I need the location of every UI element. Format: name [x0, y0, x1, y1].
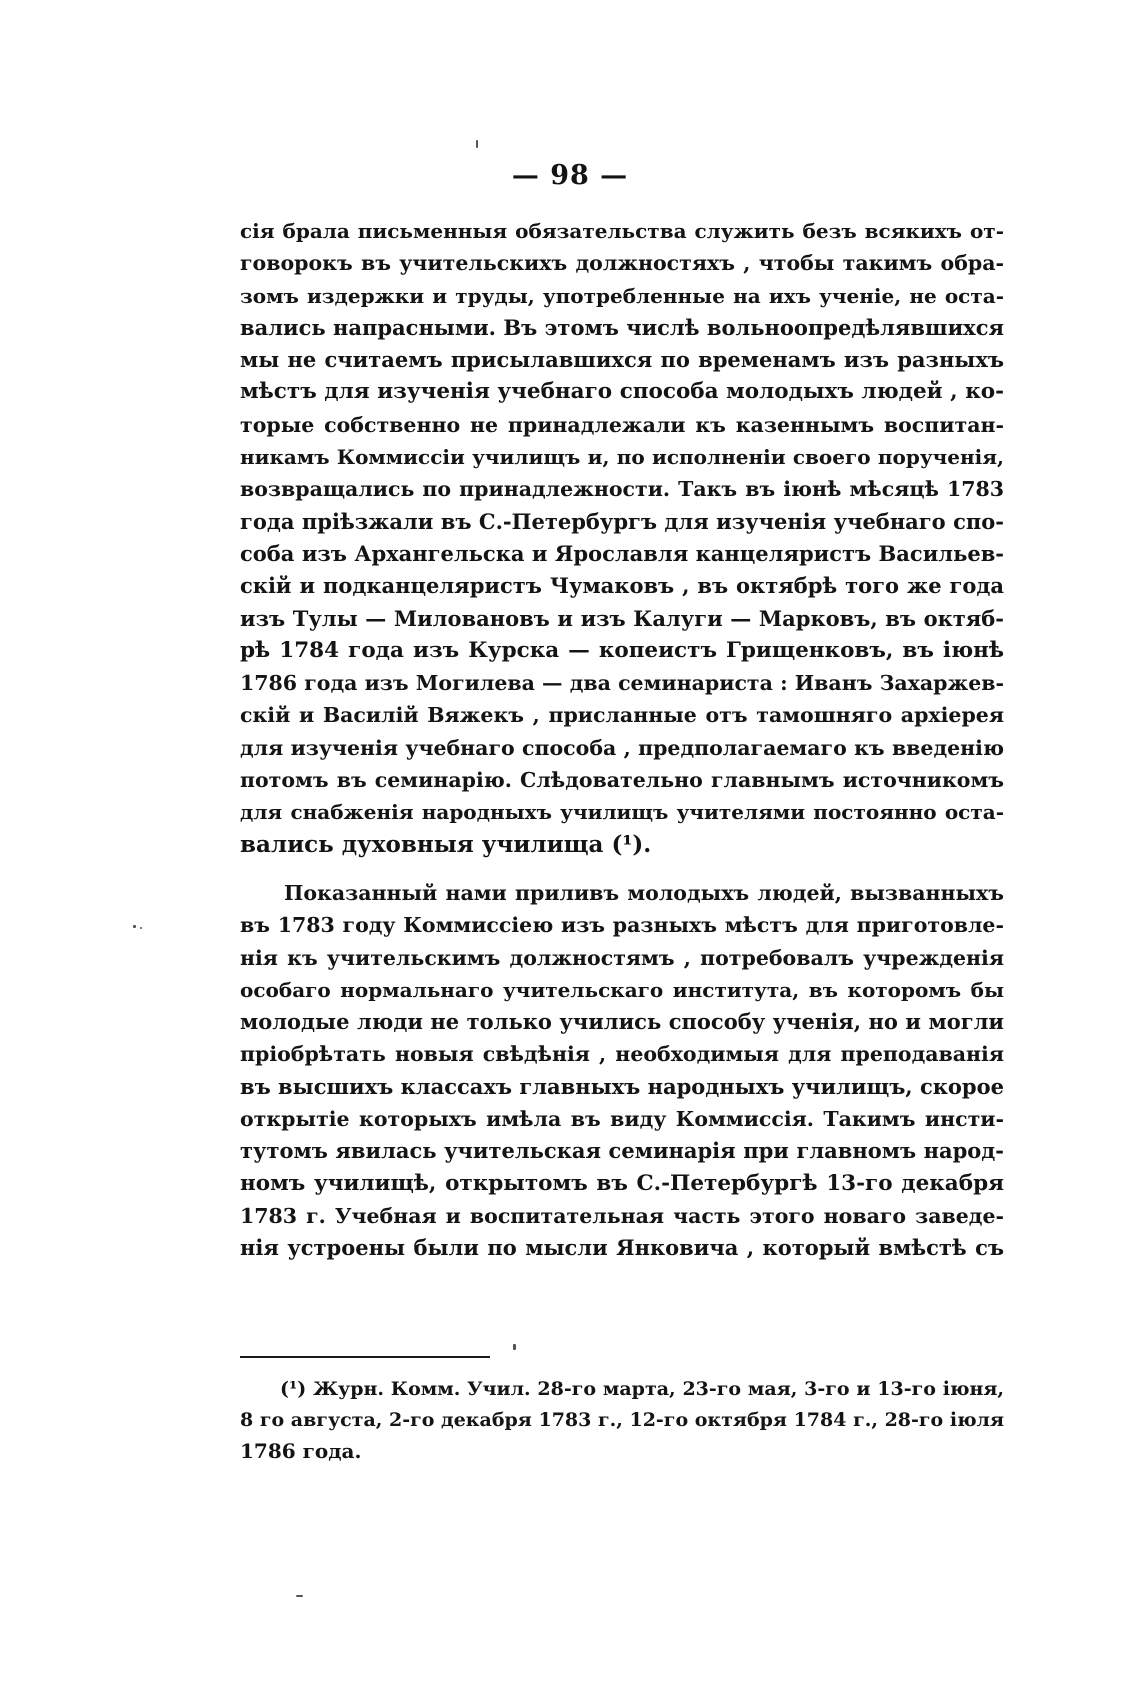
- text-line: Показанный нами приливъ молодыхъ людей, вызванныхъ: [284, 880, 1004, 905]
- paragraph-1: [240, 215, 1004, 861]
- text-line: открытіе которыхъ имѣла въ виду Коммиссія. Такимъ инсти-: [240, 1107, 1004, 1132]
- text-line: никамъ Коммиссіи училищъ и, по исполненіи своего порученія,: [240, 445, 1004, 470]
- text-line: номъ училищѣ, открытомъ въ С.-Петербургѣ 13-го декабря: [240, 1170, 1004, 1196]
- scan-speck: [133, 925, 136, 928]
- footnote: [240, 1374, 1004, 1467]
- text-line: въ высшихъ классахъ главныхъ народныхъ училищъ, скорое: [240, 1073, 1004, 1099]
- scan-speck: [513, 1344, 516, 1350]
- text-line: въ 1783 году Коммиссіею изъ разныхъ мѣстъ для приготовле-: [240, 913, 1004, 938]
- scan-speck: [140, 927, 142, 929]
- text-line: для изученія учебнаго способа , предполагаемаго къ введенію: [240, 735, 1004, 760]
- footnote-line: (¹) Журн. Комм. Учил. 28-го марта, 23-го мая, 3-го и 13-го іюня,: [280, 1378, 1004, 1400]
- footnote-divider: [240, 1356, 490, 1358]
- text-line: изъ Тулы — Миловановъ и изъ Калуги — Марковъ, въ октяб-: [240, 605, 1004, 631]
- text-line: скій и подканцеляристъ Чумаковъ , въ октябрѣ того же года: [240, 573, 1004, 599]
- text-line: торые собственно не принадлежали къ казеннымъ воспитан-: [240, 412, 1004, 437]
- text-line: 1783 г. Учебная и воспитательная часть этого новаго заведе-: [240, 1203, 1004, 1228]
- text-line: 1786 года изъ Могилева — два семинариста : Иванъ Захаржев-: [240, 671, 1004, 696]
- text-line: вались духовныя училища (¹).: [240, 830, 652, 858]
- text-line: соба изъ Архангельска и Ярославля канцеляристъ Васильев-: [240, 540, 1004, 566]
- footnote-line: 1786 года.: [240, 1439, 362, 1463]
- scan-speck: [296, 1595, 303, 1597]
- text-line: возвращались по принадлежности. Такъ въ іюнѣ мѣсяцѣ 1783: [240, 477, 1004, 502]
- text-line: молодые люди не только учились способу ученія, но и могли: [240, 1009, 1004, 1035]
- scan-speck: [476, 140, 478, 148]
- text-line: для снабженія народныхъ училищъ учителями постоянно оста-: [240, 800, 1004, 825]
- text-line: рѣ 1784 года изъ Курска — копеистъ Грищенковъ, въ іюнѣ: [240, 637, 1004, 663]
- text-line: нія устроены были по мысли Янковича , который вмѣстѣ съ: [240, 1235, 1004, 1261]
- text-line: зомъ издержки и труды, употребленные на ихъ ученіе, не оста-: [240, 283, 1004, 308]
- footnote-line: 8 го августа, 2-го декабря 1783 г., 12-го октября 1784 г., 28-го іюля: [240, 1409, 1004, 1431]
- text-line: пріобрѣтать новыя свѣдѣнія , необходимыя для преподаванія: [240, 1042, 1004, 1067]
- text-line: потомъ въ семинарію. Слѣдовательно главнымъ источникомъ: [240, 768, 1004, 793]
- text-line: сія брала письменныя обязательства служить безъ всякихъ от-: [240, 219, 1004, 243]
- text-line: говорокъ въ учительскихъ должностяхъ , чтобы такимъ обра-: [240, 251, 1004, 276]
- text-line: нія къ учительскимъ должностямъ , потребовалъ учрежденія: [240, 945, 1004, 970]
- text-line: скій и Василій Вяжекъ , присланные отъ тамошняго архіерея: [240, 703, 1004, 728]
- main-text: [240, 215, 1004, 1265]
- page-number: — 98 —: [511, 160, 629, 191]
- paragraph-2: [240, 877, 1004, 1265]
- text-line: мы не считаемъ присылавшихся по временамъ изъ разныхъ: [240, 347, 1004, 373]
- text-line: года пріѣзжали въ С.-Петербургъ для изученія учебнаго спо-: [240, 508, 1004, 534]
- text-line: вались напрасными. Въ этомъ числѣ вольноопредѣлявшихся: [240, 314, 1004, 340]
- text-line: мѣстъ для изученія учебнаго способа молодыхъ людей , ко-: [240, 379, 1004, 405]
- paragraph-gap: [240, 861, 1004, 877]
- text-line: особаго нормальнаго учительскаго института, въ которомъ бы: [240, 977, 1004, 1002]
- text-line: тутомъ явилась учительская семинарія при главномъ народ-: [240, 1138, 1004, 1164]
